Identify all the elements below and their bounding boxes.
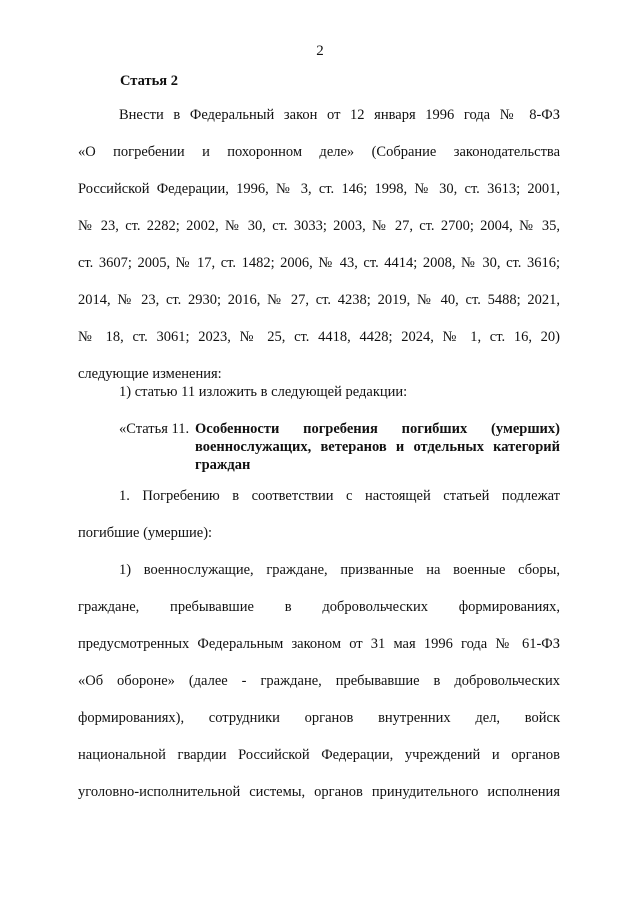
title-line: граждан	[195, 457, 251, 473]
amendment-item-1	[78, 383, 560, 420]
text-line: следующие изменения:	[78, 366, 222, 382]
text-line: «Об обороне» (далее - граждане, пребывавшие в добровольческих	[78, 673, 560, 689]
article-11-subitem-1	[78, 561, 560, 820]
text-line: 2014, № 23, ст. 2930; 2016, № 27, ст. 4238; 2019, № 40, ст. 5488; 2021,	[78, 292, 560, 308]
text-line: Внести в Федеральный закон от 12 января 1996 года № 8-ФЗ	[119, 107, 560, 123]
title-line: военнослужащих, ветеранов и отдельных категорий	[195, 439, 560, 455]
text-line: предусмотренных Федеральным законом от 31 мая 1996 года № 61-ФЗ	[78, 636, 560, 652]
text-line: Российской Федерации, 1996, № 3, ст. 146; 1998, № 30, ст. 3613; 2001,	[78, 181, 560, 197]
title-line: Особенности погребения погибших (умерших)	[195, 421, 560, 437]
text-line: «О погребении и похоронном деле» (Собрание законодательства	[78, 144, 560, 160]
text-line: № 23, ст. 2282; 2002, № 30, ст. 3033; 2003, № 27, ст. 2700; 2004, № 35,	[78, 218, 560, 234]
text-line: № 18, ст. 3061; 2023, № 25, ст. 4418, 4428; 2024, № 1, ст. 16, 20)	[78, 329, 560, 345]
text-line: 1) статью 11 изложить в следующей редакции:	[119, 384, 408, 400]
text-line: 1. Погребению в соответствии с настоящей статьей подлежат	[119, 488, 560, 504]
article-11-label: «Статья 11.	[119, 421, 190, 437]
article-2-intro-paragraph	[78, 106, 560, 402]
text-line: уголовно-исполнительной системы, органов принудительного исполнения	[78, 784, 560, 800]
text-line: погибшие (умершие):	[78, 525, 213, 541]
text-line: 1) военнослужащие, граждане, призванные на военные сборы,	[119, 562, 560, 578]
text-line: ст. 3607; 2005, № 17, ст. 1482; 2006, № 43, ст. 4414; 2008, № 30, ст. 3616;	[78, 255, 560, 271]
text-line: национальной гвардии Российской Федерации, учреждений и органов	[78, 747, 560, 763]
page-number: 2	[316, 43, 324, 59]
article-2-heading: Статья 2	[120, 73, 178, 89]
article-11-title	[195, 420, 560, 474]
article-11-paragraph-1	[78, 487, 560, 561]
text-line: граждане, пребывавшие в добровольческих формированиях,	[78, 599, 560, 615]
text-line: формированиях), сотрудники органов внутренних дел, войск	[78, 710, 560, 726]
